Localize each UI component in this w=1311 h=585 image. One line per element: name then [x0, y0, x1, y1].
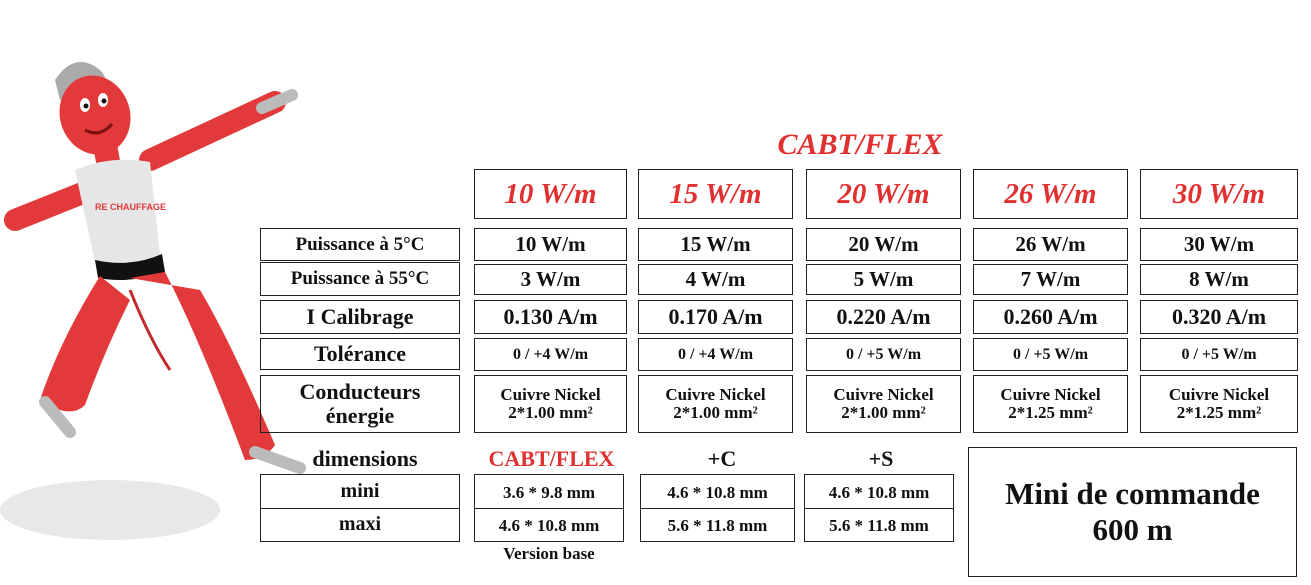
conducteurs-material: Cuivre Nickel [665, 385, 766, 404]
value-puissance-55c-15: 4 W/m [638, 264, 793, 295]
dimensions-maxi-value: 5.6 * 11.8 mm [829, 516, 929, 535]
value-puissance-55c-10: 3 W/m [474, 264, 627, 295]
minimum-order-value: 600 m [1092, 512, 1173, 547]
column-header-30: 30 W/m [1140, 169, 1298, 219]
row-label-i-calibrage: I Calibrage [260, 300, 460, 334]
conducteurs-material: Cuivre Nickel [1000, 385, 1101, 404]
dimensions-label: dimensions [312, 446, 418, 471]
product-title: CABT/FLEX [777, 128, 943, 161]
row-label-puissance-5c: Puissance à 5°C [260, 228, 460, 261]
value-puissance-5c-15: 15 W/m [638, 228, 793, 261]
minimum-order-box [968, 447, 1297, 577]
dimensions-col-c [640, 474, 795, 542]
value-puissance-5c-10: 10 W/m [474, 228, 627, 261]
conducteurs-material: Cuivre Nickel [500, 385, 601, 404]
dimensions-row-labels [260, 474, 460, 542]
value-conducteurs-30 [1140, 375, 1298, 433]
dimensions-mini-value: 3.6 * 9.8 mm [475, 475, 623, 509]
value-i-calibrage-20: 0.220 A/m [806, 300, 961, 334]
dimensions-header-cabt-flex: CABT/FLEX [488, 446, 615, 471]
conducteurs-section: 2*1.25 mm² [1008, 403, 1093, 422]
value-tolerance-20: 0 / +5 W/m [806, 338, 961, 371]
value-puissance-55c-26: 7 W/m [973, 264, 1128, 295]
conducteurs-section: 2*1.00 mm² [508, 403, 593, 422]
value-puissance-5c-30: 30 W/m [1140, 228, 1298, 261]
value-tolerance-10: 0 / +4 W/m [474, 338, 627, 371]
dimensions-mini-value: 4.6 * 10.8 mm [805, 475, 953, 509]
value-i-calibrage-30: 0.320 A/m [1140, 300, 1298, 334]
row-label-conducteurs [260, 375, 460, 433]
value-tolerance-15: 0 / +4 W/m [638, 338, 793, 371]
value-conducteurs-20 [806, 375, 961, 433]
value-i-calibrage-26: 0.260 A/m [973, 300, 1128, 334]
dimensions-maxi-label: maxi [338, 512, 382, 535]
conducteurs-section: 2*1.25 mm² [1176, 403, 1262, 422]
column-header-26: 26 W/m [973, 169, 1128, 219]
minimum-order-label: Mini de commande [1005, 476, 1260, 511]
conducteurs-section: 2*1.00 mm² [841, 403, 926, 422]
column-header-15: 15 W/m [638, 169, 793, 219]
value-conducteurs-15 [638, 375, 793, 433]
row-label-tolerance: Tolérance [260, 338, 460, 370]
value-conducteurs-26 [973, 375, 1128, 433]
row-label-conducteurs-line2: énergie [325, 403, 395, 428]
dimensions-maxi-value: 4.6 * 10.8 mm [498, 516, 600, 535]
row-label-puissance-55c: Puissance à 55°C [260, 262, 460, 296]
value-i-calibrage-15: 0.170 A/m [638, 300, 793, 334]
column-header-10: 10 W/m [474, 169, 627, 219]
dimensions-col-s [804, 474, 954, 542]
column-header-20: 20 W/m [806, 169, 961, 219]
dimensions-header-s: +S [868, 446, 894, 471]
value-tolerance-30: 0 / +5 W/m [1140, 338, 1298, 371]
value-tolerance-26: 0 / +5 W/m [973, 338, 1128, 371]
dimensions-mini-value: 4.6 * 10.8 mm [641, 475, 794, 509]
row-label-conducteurs-line1: Conducteurs [299, 379, 421, 404]
dimensions-mini-label: mini [261, 475, 459, 509]
dimensions-maxi-value: 5.6 * 11.8 mm [667, 516, 768, 535]
value-puissance-5c-20: 20 W/m [806, 228, 961, 261]
dimensions-col-cabt-flex [474, 474, 624, 542]
conducteurs-section: 2*1.00 mm² [673, 403, 758, 422]
conducteurs-material: Cuivre Nickel [1168, 385, 1270, 404]
value-conducteurs-10 [474, 375, 627, 433]
dimensions-header-c: +C [707, 446, 737, 471]
value-puissance-55c-20: 5 W/m [806, 264, 961, 295]
value-puissance-5c-26: 26 W/m [973, 228, 1128, 261]
conducteurs-material: Cuivre Nickel [833, 385, 934, 404]
value-puissance-55c-30: 8 W/m [1140, 264, 1298, 295]
svg-text:RE CHAUFFAGE: RE CHAUFFAGE [95, 202, 167, 212]
version-base-note: Version base [503, 544, 595, 563]
value-i-calibrage-10: 0.130 A/m [474, 300, 627, 334]
